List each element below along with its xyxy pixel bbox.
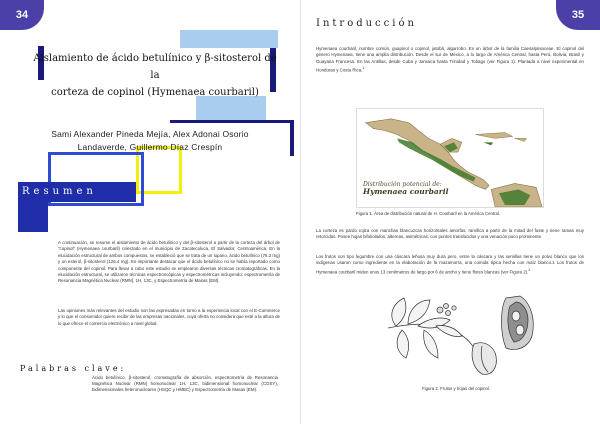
intro-heading: Introducción: [316, 18, 417, 29]
decor-navy-horizontal: [170, 120, 294, 123]
map-label-species: Hymenaea courbaril: [363, 187, 449, 196]
decor-blue-block: [18, 202, 48, 232]
resumen-paragraph-1: A continuación, se resume el aislamiento de ácido betulínico y del β-sitosterol a partir de la corteza del árbol de "copinol" (Hymenaea courbaril) colectado en el municipio de Zacatecoluca, El Salvador, Centroamérica. En la elucidación estructural de ambos compuestos, se estableció que se trata de un lupano, ácido betulínico (76.3 mg) y un esterol, β-sitosterol (126.4 mg). Es importante destacar que el ácido betulínico no se había reportado como componente del copinol. Para llevar a cabo este estudio se emplearon diversas técnicas cromatográficas. En la elucidación estructural, se utilizaron técnicas espectroscópicas y espectrométricas incluyendo: espectrometría de Resonancia Magnética Nuclear (RMN), 1H, 13C, y Espectrometría de Masas (EM).: [58, 240, 280, 284]
map-label-line-1: Distribución potencial de:: [363, 181, 442, 188]
map-label: [363, 181, 448, 195]
intro-paragraph-1: [316, 46, 584, 74]
authors-line-2: Landaverde, Guillermo Díaz Crespín: [77, 142, 223, 152]
plant-icon: [378, 288, 540, 380]
decor-lightblue-top: [180, 30, 278, 48]
intro-paragraph-3: [316, 254, 584, 276]
intro-paragraph-3-text: Los frutos son tipo legumbre con una cáscara leñosa muy dura pero, entre la cáscara y las semillas tiene un polvo blanco que los indígenas usaron como ingrediente en la elaboración de la mazamorra, una comida típica hecha con maíz blanco.1 Los frutos de Hymenaea courbaril miden unos 13 centímetros de largo por 6 de ancho y tiene flores blancas (ver Figura 2).: [316, 254, 584, 275]
figure-2-caption: Figura 2. Frutos y hojas del copinol.: [422, 386, 491, 391]
title-line-1: Aislamiento de ácido betulínico y β-sitosterol de la: [33, 53, 277, 81]
figure-1-caption: Figura 1. Área de distribución natural de H. Courbaril en la América Central.: [356, 211, 501, 216]
page-number-left: 34: [0, 0, 44, 30]
intro-paragraph-1-text: Hymenaea courbaril, nombre común, guapinol o copinol, jatobá, algarrobo. Es un árbol de la familia Caesalpiniaceae. El copinol del género Hymenaea, tiene una amplia distribución. Desde el sur de México, a lo largo de América Central, hasta Perú, Bolivia, Brasil y Guayana Francesa. En las Antillas, desde Cuba y Jamaica hasta Trinidad y Tobago (ver Figura 1). Plantada a nivel experimental en Honduras y Costa Rica.: [316, 46, 584, 73]
footnote-ref-1: 1: [362, 66, 365, 71]
authors-line-1: Sami Alexander Pineda Mejía, Alex Adonai Osorio: [51, 129, 249, 139]
plant-illustration: [378, 288, 540, 380]
article-title: [30, 50, 280, 101]
keywords-text: Ácido betulínico, β-sitosterol, cromatografía de absorción, espectrometría de Resonancia Magnética Nuclear (RMN) homonuclear 1H, 13C, bidimensional homonuclear (COSY), bidimensionales heteronucleares (HSQC y HMBC) y Espectrometría de Masas (EM).: [92, 375, 278, 393]
resumen-paragraph-2: Las opiniones más relevantes del estudio son las expresadas en torno a la experiencia local con el E-Commerce y lo que el consumidor quiere recibir de las empresas nacionales, cuya oferta no considera que esté a la altura de lo que ofrece el comercio electrónico a nivel global.: [58, 308, 280, 326]
keywords-heading: Palabras clave:: [20, 364, 127, 373]
intro-paragraph-2: La corteza es pardo rojiza con manchas blancuzcas horizontales amorfas, ramifica a partir de la mitad del fuste y tiene ramas muy retorcidas. Posee hojas bifoliolados, alternas, asimétricas, con puntos translúcidos y una venación poco prominente.: [316, 228, 584, 240]
resumen-heading: Resumen: [22, 186, 97, 197]
authors: [14, 128, 286, 154]
page-number-right: 35: [556, 0, 600, 30]
distribution-map: [356, 108, 544, 208]
decor-navy-vertical: [290, 120, 294, 156]
footnote-ref-2: 2: [528, 267, 531, 272]
title-line-2: corteza de copinol (Hymenaea courbaril): [51, 87, 259, 98]
